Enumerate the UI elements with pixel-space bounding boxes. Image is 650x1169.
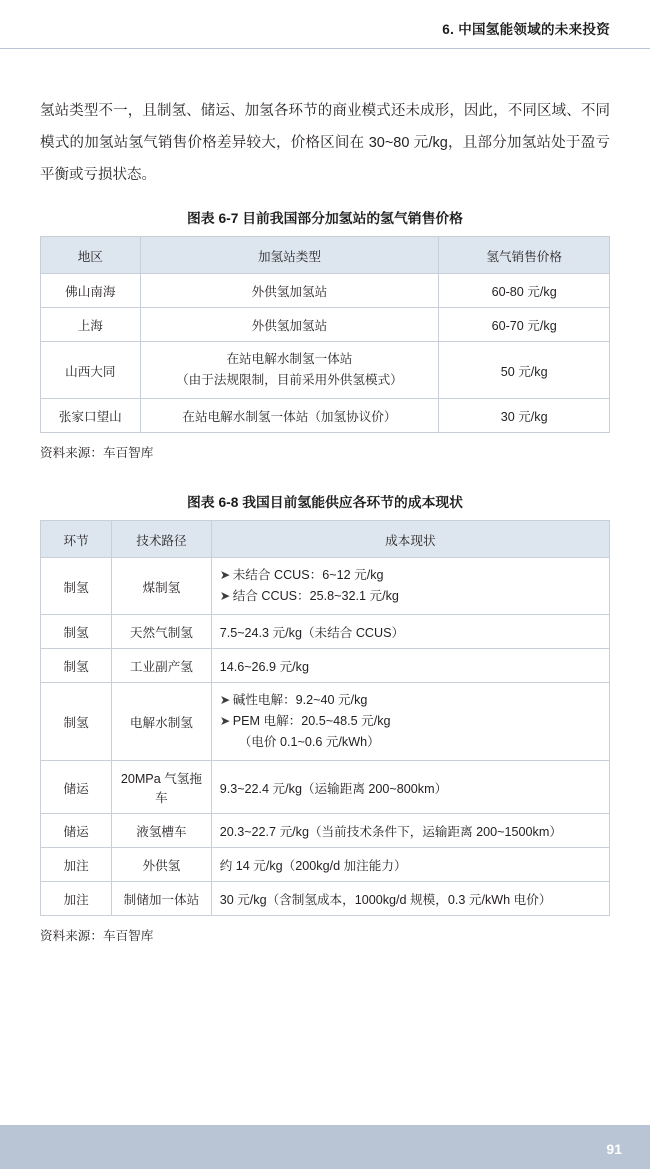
cell-price: 60-80 元/kg [439,274,610,308]
table-row [41,308,610,342]
table-row [41,342,610,399]
cell-stage: 储运 [41,761,112,814]
cell-line-1: 在站电解水制氢一体站 [226,352,353,366]
cost-line [220,690,601,711]
cost-line-text: 碱性电解：9.2~40 元/kg [232,693,368,707]
table-row [41,649,610,683]
table-row [41,882,610,916]
cell-price: 60-70 元/kg [439,308,610,342]
cell-stage: 加注 [41,848,112,882]
cost-line-text: PEM 电解：20.5~48.5 元/kg [232,714,391,728]
table-hydrogen-station-prices [40,236,610,433]
cell-tech-path: 制储加一体站 [112,882,212,916]
table-row [41,683,610,761]
cost-line-text: （电价 0.1~0.6 元/kWh） [238,735,380,749]
table-header-row [41,237,610,274]
arrow-bullet-icon: ➤ [219,693,231,707]
page-content [40,95,610,944]
page-number: 91 [606,1141,622,1157]
table-row [41,814,610,848]
cell-line-2: （由于法规限制，目前采用外供氢模式） [176,373,403,387]
arrow-bullet-icon: ➤ [219,589,231,603]
cell-cost: 7.5~24.3 元/kg（未结合 CCUS） [211,615,609,649]
header-divider [0,48,650,49]
column-header-region: 地区 [41,237,141,274]
table-67-source: 资料来源：车百智库 [40,446,154,460]
arrow-bullet-icon: ➤ [219,714,231,728]
column-header-tech-path: 技术路径 [112,521,212,558]
cell-station-type: 外供氢加氢站 [140,308,439,342]
table-row [41,848,610,882]
column-header-stage: 环节 [41,521,112,558]
body-paragraph: 氢站类型不一，且制氢、储运、加氢各环节的商业模式还未成形，因此，不同区域、不同模式的加氢站氢气销售价格差异较大，价格区间在 30~80 元/kg，且部分加氢站处于盈亏平衡或亏损状态。 [40,103,610,183]
cost-line [220,565,601,586]
cost-line [220,711,601,732]
table-68-source: 资料来源：车百智库 [40,929,154,943]
cell-region: 张家口望山 [41,399,141,433]
cost-line-text: 未结合 CCUS：6~12 元/kg [232,568,384,582]
cell-tech-path: 20MPa 气氢拖车 [112,761,212,814]
cost-line [220,586,601,607]
cell-tech-path: 煤制氢 [112,558,212,615]
table-hydrogen-supply-costs [40,520,610,916]
cost-line-text: 结合 CCUS：25.8~32.1 元/kg [232,589,399,603]
cell-cost: 9.3~22.4 元/kg（运输距离 200~800km） [211,761,609,814]
cell-station-type [140,342,439,399]
cell-cost: 14.6~26.9 元/kg [211,649,609,683]
table-row [41,615,610,649]
table-header-row [41,521,610,558]
cell-price: 30 元/kg [439,399,610,433]
table-row [41,558,610,615]
cell-region: 佛山南海 [41,274,141,308]
cell-stage: 制氢 [41,558,112,615]
cell-tech-path: 电解水制氢 [112,683,212,761]
cell-tech-path: 外供氢 [112,848,212,882]
cell-stage: 制氢 [41,615,112,649]
column-header-station-type: 加氢站类型 [140,237,439,274]
cell-stage: 制氢 [41,683,112,761]
table-row [41,761,610,814]
table-67-caption: 图表 6-7 目前我国部分加氢站的氢气销售价格 [187,211,463,226]
cell-region: 山西大同 [41,342,141,399]
cell-tech-path: 工业副产氢 [112,649,212,683]
cell-cost [211,683,609,761]
cell-cost: 30 元/kg（含制氢成本，1000kg/d 规模，0.3 元/kWh 电价） [211,882,609,916]
page-header: 6. 中国氢能领域的未来投资 [442,22,610,37]
arrow-bullet-icon: ➤ [219,568,231,582]
cell-station-type: 外供氢加氢站 [140,274,439,308]
cell-stage: 制氢 [41,649,112,683]
cell-stage: 储运 [41,814,112,848]
table-row [41,399,610,433]
cost-line [220,732,601,753]
cell-region: 上海 [41,308,141,342]
table-row [41,274,610,308]
column-header-cost-status: 成本现状 [211,521,609,558]
column-header-price: 氢气销售价格 [439,237,610,274]
cell-station-type: 在站电解水制氢一体站（加氢协议价） [140,399,439,433]
footer-bar [0,1125,650,1169]
cell-cost [211,558,609,615]
cell-price: 50 元/kg [439,342,610,399]
cell-cost: 20.3~22.7 元/kg（当前技术条件下，运输距离 200~1500km） [211,814,609,848]
cell-cost: 约 14 元/kg（200kg/d 加注能力） [211,848,609,882]
table-68-caption: 图表 6-8 我国目前氢能供应各环节的成本现状 [187,495,463,510]
cell-tech-path: 液氢槽车 [112,814,212,848]
cell-stage: 加注 [41,882,112,916]
cell-tech-path: 天然气制氢 [112,615,212,649]
